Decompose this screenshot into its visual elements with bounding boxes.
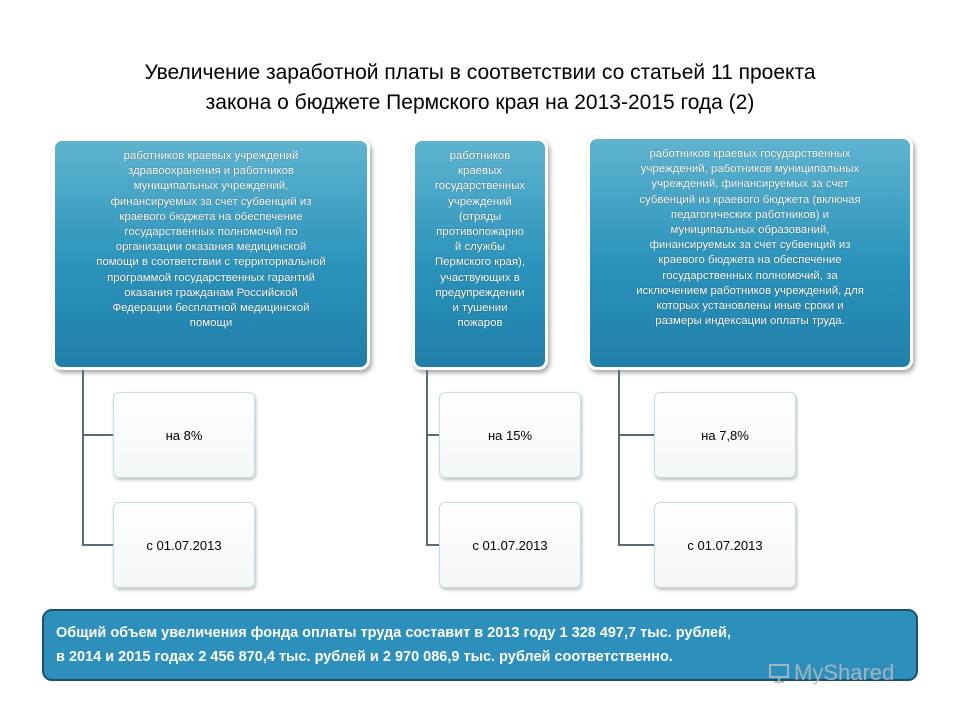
group-3-header xyxy=(587,136,913,370)
group-3-date-box xyxy=(654,502,796,588)
group-3-increase-label: на 7,8% xyxy=(701,427,749,443)
group-2-increase-box xyxy=(439,392,581,478)
group-2-header-line: предупреждении xyxy=(435,286,525,299)
group-1-header-line: Федерации бесплатной медицинской xyxy=(112,302,310,315)
title-line-1: Увеличение заработной платы в соответствии со статьей 11 проекта xyxy=(144,61,816,84)
group-3-header-line: государственных полномочий, за xyxy=(662,269,838,282)
group-2-header-line: пожаров xyxy=(457,317,503,330)
group-2-header-line: (отряды xyxy=(458,210,502,223)
group-1-connector-vertical xyxy=(82,370,84,546)
group-1-header-line: работников краевых учреждений xyxy=(123,150,299,162)
group-1-date-label: с 01.07.2013 xyxy=(146,537,222,553)
group-1-header-line: здравоохранения и работников xyxy=(128,165,294,178)
group-1-increase-box xyxy=(113,392,255,478)
group-1-header-line: краевого бюджета на обеспечение xyxy=(119,210,303,223)
group-1-increase-label: на 8% xyxy=(165,427,203,443)
group-1-header-line: организации оказания медицинской xyxy=(115,241,307,254)
group-3-header-line: финансируемых за счет субвенций из xyxy=(649,239,851,252)
group-2-header-line: и тушении xyxy=(452,302,508,315)
group-2-header-line: участвующих в xyxy=(440,271,520,284)
group-1-header-line: государственных полномочий по xyxy=(124,226,298,239)
page-title xyxy=(40,58,920,118)
group-3-connector-branch xyxy=(618,544,654,546)
group-2-header-line: й службы xyxy=(454,241,506,254)
group-2-increase-label: на 15% xyxy=(487,427,533,443)
group-2-connector-branch xyxy=(426,434,440,436)
group-1-header-line: помощи xyxy=(189,317,233,330)
group-3-header-line: учреждений, работников муниципальных xyxy=(640,163,860,176)
group-3-header-line: работников краевых государственных xyxy=(649,148,851,160)
group-2-date-label: с 01.07.2013 xyxy=(472,537,548,553)
group-2-header xyxy=(412,138,548,370)
group-1-connector-branch xyxy=(82,434,114,436)
group-3-date-label: с 01.07.2013 xyxy=(687,537,763,553)
group-1-header-line: помощи в соответствии с территориальной xyxy=(96,256,326,269)
watermark-text: MyShared xyxy=(794,660,895,685)
group-3-header-line: субвенций из краевого бюджета (включая xyxy=(639,193,861,206)
presentation-icon xyxy=(768,662,790,684)
group-1-header xyxy=(52,138,370,370)
group-3-header-line: педагогических работников) и xyxy=(670,208,830,221)
group-3-header-line: которых установлены иные сроки и xyxy=(656,300,844,313)
group-2-connector-vertical xyxy=(426,370,428,546)
summary-line-1: Общий объем увеличения фонда оплаты труда составит в 2013 году 1 328 497,7 тыс. рублей, xyxy=(56,625,732,641)
title-line-2: закона о бюджете Пермского края на 2013-2015 года (2) xyxy=(205,91,755,114)
group-2-date-box xyxy=(439,502,581,588)
group-1-connector-branch xyxy=(82,544,114,546)
group-2-header-line: учреждений xyxy=(448,195,512,208)
group-3-header-line: краевого бюджета на обеспечение xyxy=(658,254,842,267)
group-3-header-line: исключением работников учреждений, для xyxy=(636,284,864,297)
group-1-date-box xyxy=(113,502,255,588)
summary-line-2: в 2014 и 2015 годах 2 456 870,4 тыс. рублей и 2 970 086,9 тыс. рублей соответственно. xyxy=(56,649,673,665)
group-3-connector-branch xyxy=(618,434,654,436)
group-2-header-line: работников xyxy=(449,150,511,162)
group-3-increase-box xyxy=(654,392,796,478)
group-2-header-line: государственных xyxy=(434,180,526,193)
group-3-header-line: учреждений, финансируемых за счет xyxy=(651,178,849,191)
group-1-header-line: муниципальных учреждений, xyxy=(133,180,289,193)
group-1-header-line: финансируемых за счет субвенций из xyxy=(110,195,312,208)
group-2-header-line: краевых xyxy=(458,165,502,178)
group-2-header-line: Пермского края), xyxy=(434,256,525,269)
group-3-header-line: муниципальных образований, xyxy=(670,224,830,237)
group-3-connector-vertical xyxy=(618,370,620,546)
group-2-connector-branch xyxy=(426,544,440,546)
group-1-header-line: оказания гражданам Российской xyxy=(124,286,298,299)
group-1-header-line: программой государственных гарантий xyxy=(107,271,315,284)
watermark xyxy=(768,660,894,686)
group-2-header-line: противопожарно xyxy=(436,226,524,239)
group-3-header-line: размеры индексации оплаты труда. xyxy=(655,315,845,328)
